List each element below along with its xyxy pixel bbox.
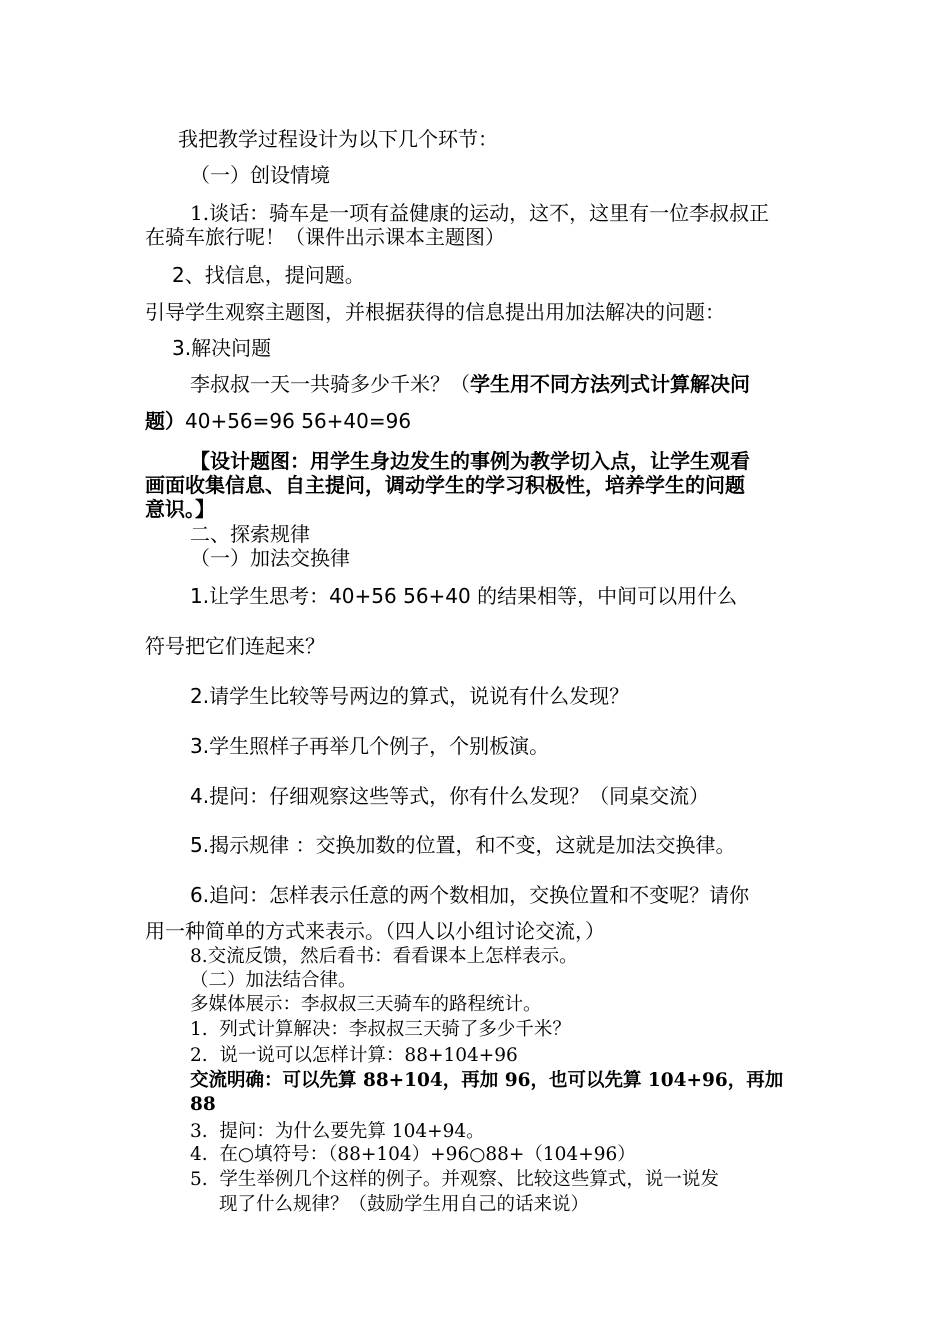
list-item-5-continued: 现了什么规律？（鼓励学生用自己的话来说） (219, 1194, 590, 1215)
question-bold-end: 题） (145, 409, 185, 433)
paragraph-2: 2、找信息，提问题。 (172, 263, 365, 287)
item-2: 2.请学生比较等号两边的算式，说说有什么发现？ (190, 684, 630, 708)
list-text: 说一说可以怎样计算：88+104+96 (219, 1045, 518, 1066)
paragraph-1-line-1: 1.谈话：骑车是一项有益健康的运动，这不，这里有一位李叔叔正 (190, 201, 770, 225)
item-4: 4.提问：仔细观察这些等式，你有什么发现？（同桌交流） (190, 784, 710, 808)
design-note-line-2: 画面收集信息、自主提问，调动学生的学习积极性，培养学生的问题 (145, 473, 745, 497)
media-display: 多媒体展示：李叔叔三天骑车的路程统计。 (190, 994, 542, 1015)
design-note-line-1: 【设计题图：用学生身边发生的事例为教学切入点，让学生观看 (190, 449, 750, 473)
clarify-line-1: 交流明确：可以先算 88+104，再加 96，也可以先算 104+96，再加 (190, 1070, 784, 1091)
question-equations: 40+56=96 56+40=96 (185, 409, 412, 433)
item-1-line-1: 1.让学生思考：40+56 56+40 的结果相等，中间可以用什么 (190, 584, 738, 608)
section-2-heading: 二、探索规律 (190, 522, 310, 546)
intro-text: 我把教学过程设计为以下几个环节： (178, 127, 498, 151)
item-1-line-2: 符号把它们连起来？ (145, 634, 325, 658)
question-line-2 (145, 408, 411, 434)
list-text: 在○填符号：（88+104）+96○88+（104+96） (219, 1144, 636, 1165)
paragraph-3: 3.解决问题 (172, 336, 272, 360)
list-item-4 (190, 1143, 636, 1167)
list-item-3 (190, 1120, 485, 1144)
clarify-line-2: 88 (190, 1094, 216, 1115)
list-item-5 (190, 1168, 719, 1192)
list-number: 3. (190, 1121, 208, 1142)
item-5: 5.揭示规律 ：交换加数的位置，和不变，这就是加法交换律。 (190, 833, 736, 857)
list-item-2 (190, 1044, 518, 1068)
list-number: 1. (190, 1019, 208, 1040)
subsection-associative: （二）加法结合律。 (190, 970, 357, 991)
question-bold-text: 学生用不同方法列式计算解决问 (470, 372, 750, 396)
question-text: 李叔叔一天一共骑多少千米？（ (190, 372, 470, 396)
list-text: 学生举例几个这样的例子。并观察、比较这些算式，说一说发 (219, 1169, 719, 1190)
section-1-heading: （一）创设情境 (190, 163, 330, 187)
subsection-commutative: （一）加法交换律 (190, 546, 350, 570)
item-6-line-1: 6.追问：怎样表示任意的两个数相加，交换位置和不变呢？请你 (190, 883, 750, 907)
paragraph-2-detail: 引导学生观察主题图，并根据获得的信息提出用加法解决的问题： (145, 300, 725, 324)
item-3: 3.学生照样子再举几个例子，个别板演。 (190, 734, 550, 758)
list-item-1 (190, 1018, 571, 1042)
question-line-1 (190, 371, 750, 397)
list-number: 2. (190, 1045, 208, 1066)
paragraph-1-line-2: 在骑车旅行呢！（课件出示课本主题图） (145, 225, 505, 249)
item-8: 8.交流反馈，然后看书：看看课本上怎样表示。 (190, 946, 578, 967)
item-6-line-2: 用一种简单的方式来表示。（四人以小组讨论交流，） (145, 919, 605, 943)
list-number: 4. (190, 1144, 208, 1165)
list-text: 提问：为什么要先算 104+94。 (219, 1121, 485, 1142)
design-note-line-3: 意识。】 (145, 497, 215, 521)
list-text: 列式计算解决：李叔叔三天骑了多少千米？ (219, 1019, 571, 1040)
list-number: 5. (190, 1169, 208, 1190)
